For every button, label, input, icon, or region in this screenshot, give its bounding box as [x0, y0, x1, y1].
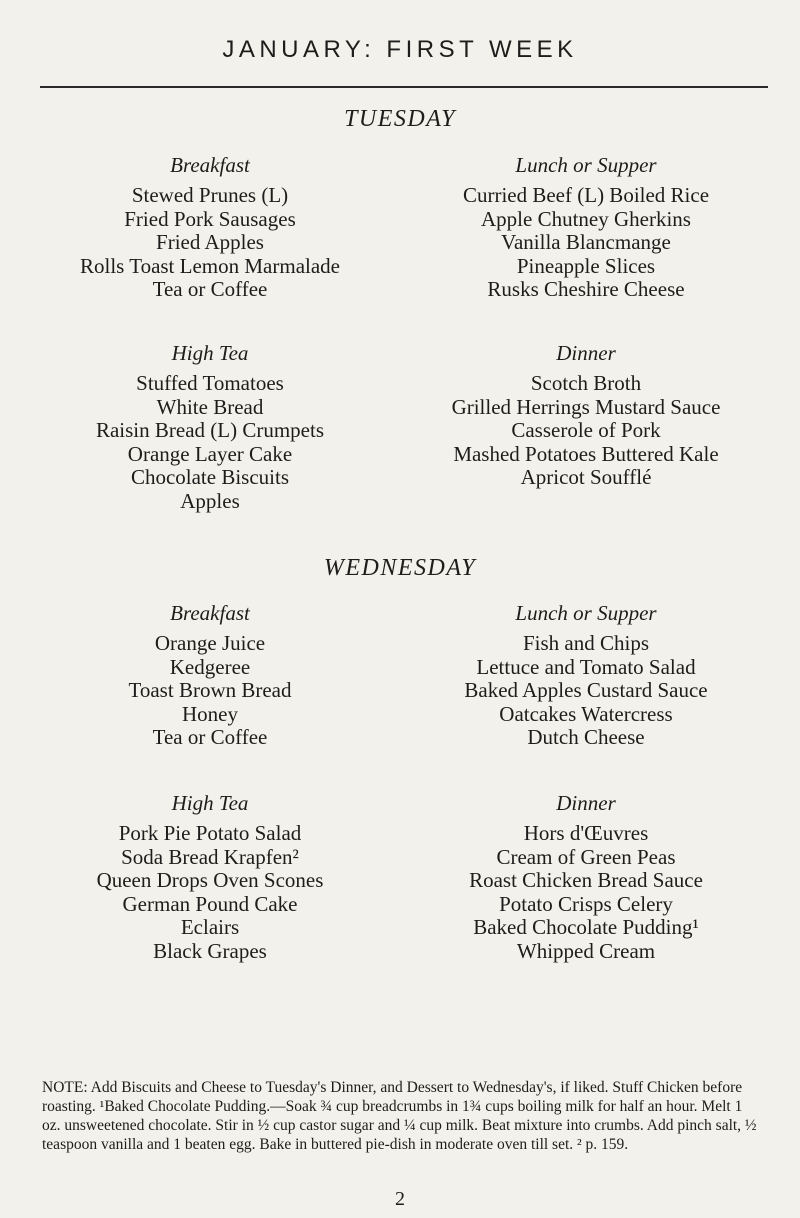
- menu-item: Apples: [180, 488, 240, 513]
- menu-item: Apricot Soufflé: [520, 465, 652, 489]
- menu-item: Raisin Bread (L) Crumpets: [95, 418, 325, 442]
- tuesday-high-tea: [30, 340, 390, 513]
- menu-item: Oatcakes Watercress: [499, 701, 673, 726]
- menu-item: Scotch Broth: [530, 371, 642, 395]
- menu-item: Stuffed Tomatoes: [136, 371, 284, 395]
- meal-title: High Tea: [171, 341, 249, 365]
- meal-title: Lunch or Supper: [515, 601, 657, 625]
- wednesday-dinner: [400, 790, 772, 963]
- day-title-tuesday: TUESDAY: [344, 106, 456, 132]
- menu-item: Eclairs: [180, 915, 240, 939]
- menu-item: Hors d'Œuvres: [523, 821, 649, 845]
- meal-title: Breakfast: [170, 153, 250, 177]
- menu-item: Whipped Cream: [516, 938, 656, 963]
- tuesday-dinner: [400, 340, 772, 490]
- menu-item: Pineapple Slices: [516, 253, 656, 278]
- meal-title: Dinner: [556, 791, 616, 815]
- menu-item: Baked Chocolate Pudding¹: [473, 915, 699, 939]
- menu-item: Tea or Coffee: [152, 277, 268, 301]
- menu-item: Fried Apples: [156, 230, 264, 254]
- menu-item: Chocolate Biscuits: [130, 465, 290, 489]
- menu-item: Mashed Potatoes Buttered Kale: [453, 441, 719, 466]
- menu-item: Fish and Chips: [522, 631, 650, 655]
- page-header: JANUARY: FIRST WEEK: [222, 36, 578, 63]
- tuesday-lunch: [400, 152, 772, 302]
- wednesday-lunch: [400, 600, 772, 750]
- menu-item: Soda Bread Krapfen²: [121, 844, 299, 869]
- menu-item: Baked Apples Custard Sauce: [464, 678, 708, 702]
- page-number: 2: [395, 1188, 405, 1210]
- menu-item: Orange Layer Cake: [127, 441, 293, 466]
- menu-item: Cream of Green Peas: [496, 844, 676, 869]
- menu-item: White Bread: [156, 394, 264, 419]
- tuesday-breakfast: [30, 152, 390, 302]
- menu-item: Apple Chutney Gherkins: [481, 206, 691, 231]
- menu-item: Rusks Cheshire Cheese: [487, 277, 685, 301]
- meal-title: High Tea: [171, 791, 249, 815]
- menu-item: Lettuce and Tomato Salad: [476, 654, 696, 679]
- menu-item: Honey: [182, 701, 238, 726]
- menu-item: Kedgeree: [169, 654, 251, 679]
- menu-item: Grilled Herrings Mustard Sauce: [451, 394, 721, 419]
- menu-item: Potato Crisps Celery: [499, 891, 673, 916]
- menu-item: Fried Pork Sausages: [124, 206, 296, 231]
- menu-item: Toast Brown Bread: [128, 678, 292, 702]
- menu-item: Rolls Toast Lemon Marmalade: [79, 253, 340, 278]
- header-rule: [40, 86, 768, 88]
- menu-item: Casserole of Pork: [511, 418, 661, 442]
- meal-title: Dinner: [556, 341, 616, 365]
- menu-item: Roast Chicken Bread Sauce: [469, 868, 703, 892]
- menu-item: Stewed Prunes (L): [131, 183, 289, 207]
- menu-item: Tea or Coffee: [152, 725, 268, 749]
- day-title-wednesday: WEDNESDAY: [323, 555, 477, 581]
- wednesday-breakfast: [30, 600, 390, 750]
- menu-item: Orange Juice: [154, 631, 266, 655]
- meal-title: Lunch or Supper: [515, 153, 657, 177]
- menu-item: Pork Pie Potato Salad: [118, 821, 302, 845]
- menu-item: Dutch Cheese: [527, 725, 645, 749]
- recipe-note: NOTE: Add Biscuits and Cheese to Tuesday's Dinner, and Dessert to Wednesday's, if liked. Stuff Chicken before roasting. ¹Baked Chocolate Pudding.—Soak ¾ cup breadcrumbs in 1¾ cups boiling milk for half an hour. Melt 1 oz. unsweetened chocolate. Stir in ½ cup castor sugar and ¼ cup milk. Beat mixture into crumbs. Add pinch salt, ½ teaspoon vanilla and 1 beaten egg. Bake in buttered pie-dish in moderate oven till set. ² p. 159.: [42, 1079, 757, 1153]
- menu-item: Curried Beef (L) Boiled Rice: [462, 183, 710, 207]
- wednesday-high-tea: [30, 790, 390, 963]
- menu-item: Queen Drops Oven Scones: [96, 868, 324, 892]
- menu-item: Black Grapes: [153, 938, 267, 963]
- meal-title: Breakfast: [170, 601, 250, 625]
- menu-item: German Pound Cake: [122, 891, 298, 916]
- menu-item: Vanilla Blancmange: [501, 230, 671, 254]
